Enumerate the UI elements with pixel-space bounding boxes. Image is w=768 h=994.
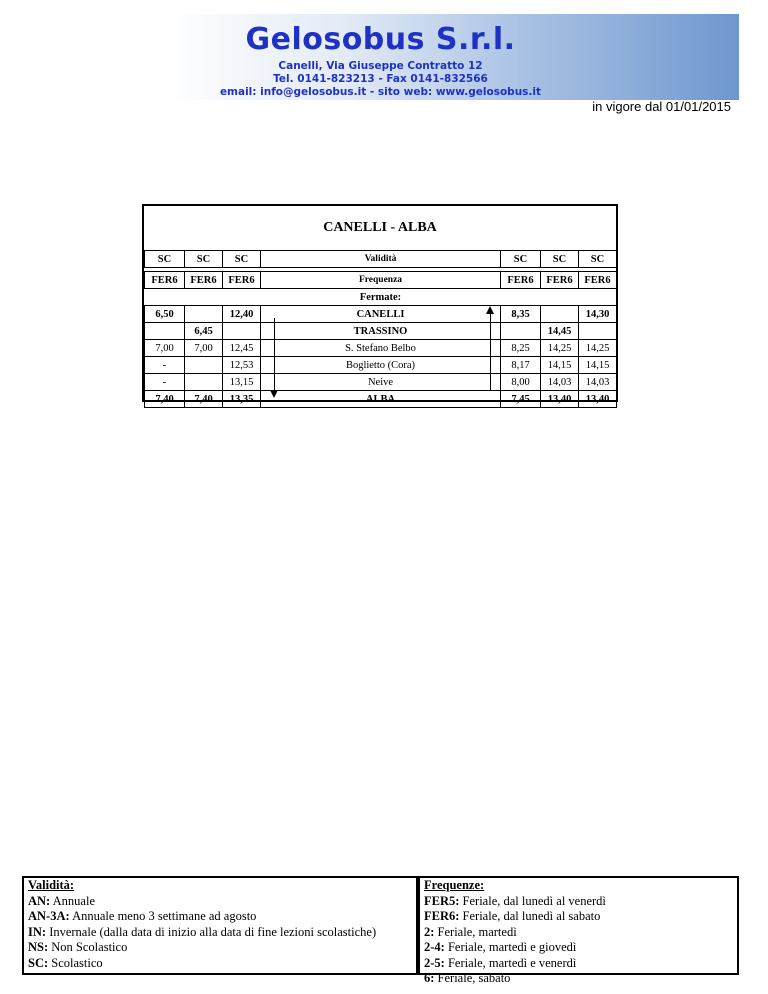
time-cell: 7,00	[185, 340, 223, 357]
time-cell: 13,35	[223, 391, 261, 408]
list-item: FER5: Feriale, dal lunedì al venerdì	[424, 893, 606, 908]
frequency-legend-title: Frequenze:	[424, 878, 485, 892]
list-item: 2-5: Feriale, martedì e venerdì	[424, 955, 577, 970]
list-item: FER6: Feriale, dal lunedì al sabato	[424, 909, 601, 923]
time-cell: 14,03	[541, 374, 579, 391]
down-arrow-line	[274, 318, 275, 390]
company-contacts: email: info@gelosobus.it - sito web: www.gelosobus.it	[219, 86, 542, 98]
time-cell: 7,00	[145, 340, 185, 357]
frequency-cell: FER6	[145, 272, 185, 289]
validity-cell: SC	[501, 251, 541, 268]
down-arrow-icon	[270, 390, 278, 398]
company-name: Gelosobus S.r.l.	[245, 22, 516, 57]
up-arrow-line	[490, 314, 491, 390]
timetable-frame	[142, 204, 618, 405]
frequency-legend	[418, 876, 739, 985]
stop-name: ALBA	[261, 391, 501, 408]
frequency-row	[145, 272, 617, 289]
company-address: Canelli, Via Giuseppe Contratto 12	[278, 60, 483, 72]
table-row	[145, 357, 617, 374]
frequency-label: Frequenza	[261, 272, 501, 289]
stops-header-row	[145, 289, 617, 306]
table-row	[145, 306, 617, 323]
time-cell: 14,25	[579, 340, 617, 357]
time-cell: 13,40	[541, 391, 579, 408]
list-item: 6: Feriale, sabato	[424, 971, 511, 985]
time-cell: 12,53	[223, 357, 261, 374]
frequency-cell: FER6	[579, 272, 617, 289]
time-cell: 12,45	[223, 340, 261, 357]
time-cell: -	[145, 374, 185, 391]
stop-name: CANELLI	[261, 306, 501, 323]
time-cell: 7,45	[501, 391, 541, 408]
validity-cell: SC	[185, 251, 223, 268]
time-cell: 8,17	[501, 357, 541, 374]
time-cell: 14,15	[541, 357, 579, 374]
time-cell: 8,25	[501, 340, 541, 357]
time-cell	[579, 323, 617, 340]
time-cell	[185, 306, 223, 323]
validity-cell: SC	[541, 251, 579, 268]
validity-legend	[22, 876, 418, 975]
time-cell: 14,15	[579, 357, 617, 374]
frequency-cell: FER6	[223, 272, 261, 289]
stop-name: Neive	[261, 374, 501, 391]
validity-legend-title: Validità:	[28, 878, 75, 892]
up-arrow-icon	[486, 306, 494, 314]
timetable-table	[144, 250, 617, 408]
time-cell	[145, 323, 185, 340]
time-cell: 13,15	[223, 374, 261, 391]
table-row	[145, 391, 617, 408]
stop-name: TRASSINO	[261, 323, 501, 340]
validity-cell: SC	[145, 251, 185, 268]
list-item: 2: Feriale, martedì	[424, 924, 517, 939]
effective-date: in vigore dal 01/01/2015	[592, 99, 731, 114]
time-cell: 6,45	[185, 323, 223, 340]
stop-name: Boglietto (Cora)	[261, 357, 501, 374]
list-item: 2-4: Feriale, martedì e giovedì	[424, 940, 577, 954]
time-cell	[501, 323, 541, 340]
stop-name: S. Stefano Belbo	[261, 340, 501, 357]
time-cell: 13,40	[579, 391, 617, 408]
frequency-cell: FER6	[185, 272, 223, 289]
list-item: NS: Non Scolastico	[28, 940, 128, 954]
time-cell: 14,25	[541, 340, 579, 357]
validity-label: Validità	[261, 251, 501, 268]
time-cell: -	[145, 357, 185, 374]
time-cell: 12,40	[223, 306, 261, 323]
table-row	[145, 340, 617, 357]
time-cell	[541, 306, 579, 323]
time-cell: 14,30	[579, 306, 617, 323]
time-cell: 14,03	[579, 374, 617, 391]
list-item: IN: Invernale (dalla data di inizio alla data di fine lezioni scolastiche)	[28, 924, 377, 939]
validity-cell: SC	[579, 251, 617, 268]
time-cell: 8,00	[501, 374, 541, 391]
frequency-cell: FER6	[541, 272, 579, 289]
time-cell: 7,40	[185, 391, 223, 408]
time-cell: 7,40	[145, 391, 185, 408]
list-item: SC: Scolastico	[28, 955, 103, 970]
frequency-cell: FER6	[501, 272, 541, 289]
time-cell: 14,45	[541, 323, 579, 340]
time-cell: 6,50	[145, 306, 185, 323]
stops-label: Fermate:	[145, 289, 617, 306]
company-phone: Tel. 0141-823213 - Fax 0141-832566	[273, 73, 488, 85]
table-row	[145, 374, 617, 391]
route-title: CANELLI - ALBA	[323, 220, 437, 235]
validity-cell: SC	[223, 251, 261, 268]
validity-row	[145, 251, 617, 268]
company-header	[22, 14, 739, 100]
time-cell	[223, 323, 261, 340]
time-cell	[185, 357, 223, 374]
time-cell: 8,35	[501, 306, 541, 323]
list-item: AN-3A: Annuale meno 3 settimane ad agosto	[28, 909, 257, 923]
time-cell	[185, 374, 223, 391]
list-item: AN: Annuale	[28, 893, 96, 908]
table-row	[145, 323, 617, 340]
